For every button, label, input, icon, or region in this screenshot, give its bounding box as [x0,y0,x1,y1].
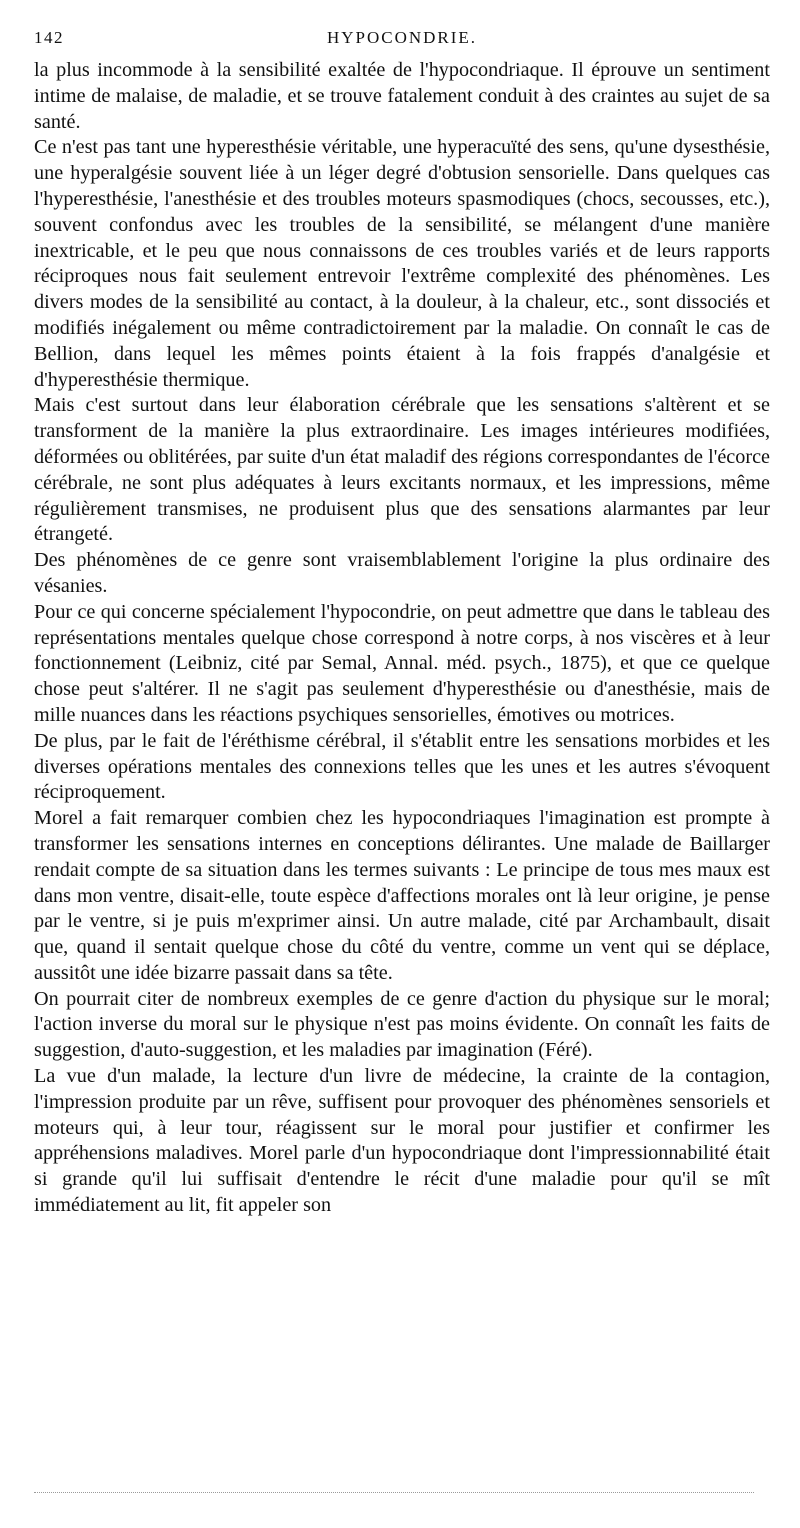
running-head [34,28,770,54]
paragraph-elaboration-cerebrale: Mais c'est surtout dans leur élaboration cérébrale que les sensations s'altèrent et se transforment de la manière la plus extraordinaire. Les images intérieures modifiées, déformées ou oblitérées, par suite d'un état maladif des régions correspondantes de l'écorce cérébrale, ne sont plus adéquates à leurs excitants normaux, et les impressions, même régulièrement transmises, ne produisent plus que des sensations alarmantes par leur étrangeté. [34,394,770,546]
footer-dotted-rule [34,1492,754,1494]
paragraph-erethisme: De plus, par le fait de l'éréthisme cérébral, il s'établit entre les sensations morbides et les diverses opérations mentales des connexions telles que les unes et les autres s'évoquent réciproquement. [34,729,770,804]
body-text [34,58,770,1219]
paragraph-hypocondrie: Pour ce qui concerne spécialement l'hypocondrie, on peut admettre que dans le tableau des représentations mentales quelque chose correspond à notre corps, à nos viscères et à leur fonctionnement (Leibniz, cité par Semal, Annal. méd. psych., 1875), et que ce quelque chose peut s'altérer. Il ne s'agit pas seulement d'hyperesthésie ou d'anesthésie, mais de mille nuances dans les réactions psychiques sensorielles, émotives ou motrices. [34,600,770,726]
paragraph-dysesthesie: Ce n'est pas tant une hyperesthésie véritable, une hyperacuïté des sens, qu'une dysesthésie, une hyperalgésie souvent liée à un léger degré d'obtusion sensorielle. Dans quelques cas l'hyperesthésie, l'anesthésie et des troubles moteurs spasmodiques (chocs, secousses, etc.), souvent confondus avec les troubles de la sensibilité, se mélangent d'une manière inextricable, et le peu que nous connaissons de ces troubles variés et de leurs rapports réciproques nous fait seulement entrevoir l'extrême complexité des phénomènes. Les divers modes de la sensibilité au contact, à la douleur, à la chaleur, etc., sont dissociés et modifiés inégalement ou même contradictoirement par la maladie. On connaît le cas de Bellion, dans lequel les mêmes points étaient à la fois frappés d'analgésie et d'hyperesthésie thermique. [34,136,770,391]
paragraph-physique-moral: On pourrait citer de nombreux exemples de ce genre d'action du physique sur le moral; l'action inverse du moral sur le physique n'est pas moins évidente. On connaît les faits de suggestion, d'auto-suggestion, et les maladies par imagination (Féré). [34,987,770,1062]
page-number: 142 [34,28,64,47]
paragraph-continuation: la plus incommode à la sensibilité exaltée de l'hypocondriaque. Il éprouve un sentiment intime de malaise, de maladie, et se trouve fatalement conduit à des craintes au sujet de sa santé. [34,59,770,133]
page-header-title: HYPOCONDRIE. [326,28,478,47]
paragraph-morel: Morel a fait remarquer combien chez les hypocondriaques l'imagination est prompte à transformer les sensations internes en conceptions délirantes. Une malade de Baillarger rendait compte de sa situation dans les termes suivants : Le principe de tous mes maux est dans mon ventre, disait-elle, toute espèce d'affections morales ont là leur origine, je pense par le ventre, si je puis m'exprimer ainsi. Un autre malade, cité par Archambault, disait que, quand il sentait quelque chose du côté du ventre, comme un vent qui se déplace, aussitôt une idée bizarre passait dans sa tête. [34,807,770,984]
paragraph-vesanies: Des phénomènes de ce genre sont vraisemblablement l'origine la plus ordinaire des vésanies. [34,549,770,597]
book-page [34,28,770,1219]
paragraph-vue-malade: La vue d'un malade, la lecture d'un livre de médecine, la crainte de la contagion, l'impression produite par un rêve, suffisent pour provoquer des phénomènes sensoriels et moteurs qui, à leur tour, réagissent sur le moral pour justifier et confirmer les appréhensions maladives. Morel parle d'un hypocondriaque dont l'impressionnabilité était si grande qu'il lui suffisait d'entendre le récit d'une maladie pour qu'il se mît immédiatement au lit, fit appeler son [34,1065,770,1217]
